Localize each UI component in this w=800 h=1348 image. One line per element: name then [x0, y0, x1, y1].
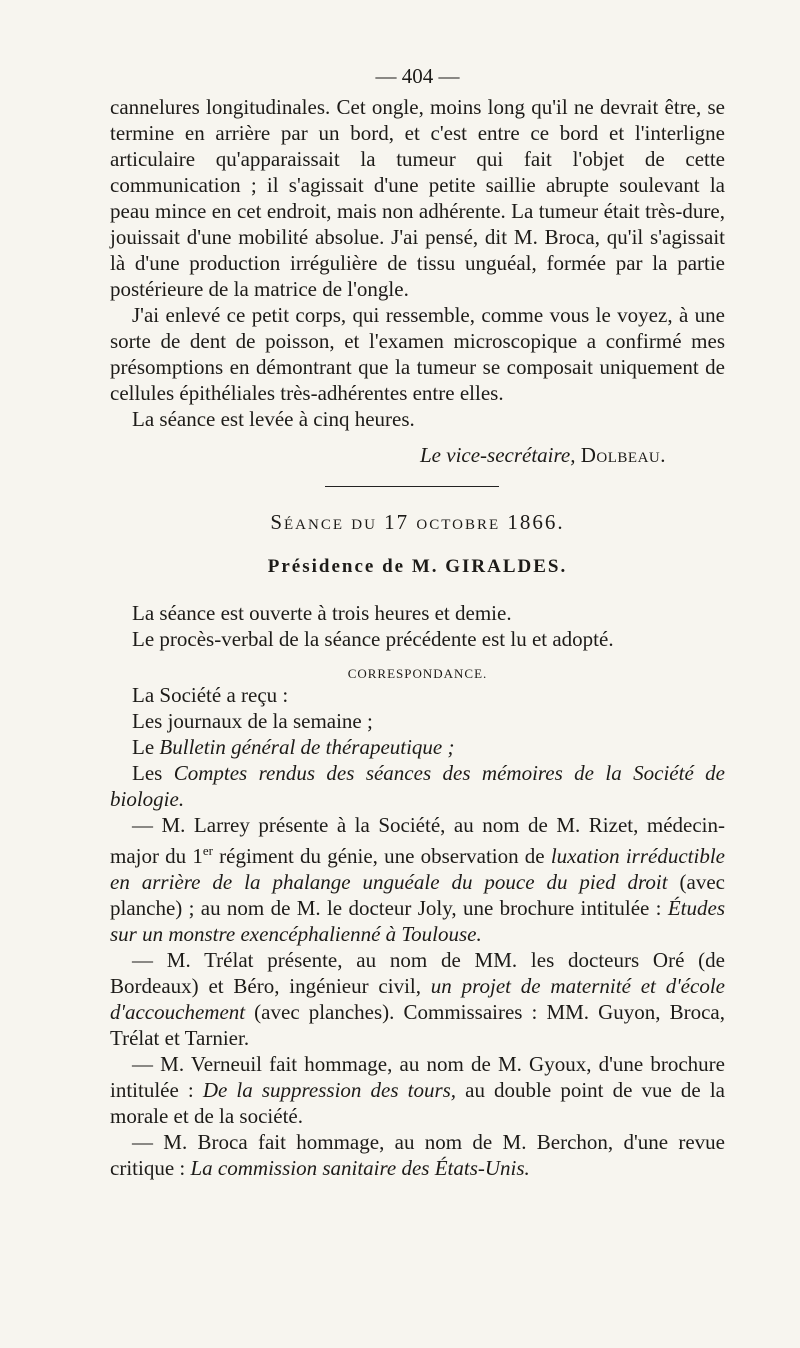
corr-item: Les Comptes rendus des séances des mémoires de la Société de biologie.: [110, 761, 725, 811]
corr-item: Le Bulletin général de thérapeutique ;: [132, 735, 455, 759]
signature-name: Dolbeau.: [580, 443, 666, 467]
paragraph-examen: J'ai enlevé ce petit corps, qui ressemble, comme vous le voyez, à une sorte de dent de poisson, et l'examen microscopique a confirmé mes présomptions en démontrant que la tumeur se composait uniquement de cellules épithéliales très-adhérentes entre elles.: [110, 303, 725, 405]
corr-intro: La Société a reçu :: [132, 683, 289, 707]
opening-line: La séance est ouverte à trois heures et demie.: [132, 601, 512, 625]
paragraph-levee: La séance est levée à cinq heures.: [132, 407, 415, 431]
presidence-heading: Présidence de M. GIRALDES.: [267, 556, 568, 577]
body-top: [110, 94, 725, 432]
minutes-line: Le procès-verbal de la séance précédente est lu et adopté.: [132, 627, 614, 651]
session-heading: Séance du 17 octobre 1866.: [270, 510, 565, 534]
corr-item: Les journaux de la semaine ;: [132, 709, 373, 733]
section-divider: [325, 486, 499, 487]
paragraph-trelat: — M. Trélat présente, au nom de MM. les docteurs Oré (de Bordeaux) et Béro, ingénieur civil, un projet de maternité et d'école d'accouchement (avec planches). Commissaires : MM. Guyon, Broca, Trélat et Tarnier.: [110, 948, 725, 1050]
signature-role: Le vice-secrétaire,: [420, 443, 576, 467]
correspondance-body: [110, 682, 725, 1181]
page-number: — 404 —: [375, 64, 460, 88]
correspondance-heading: CORRESPONDANCE.: [347, 666, 488, 681]
paragraph-verneuil: — M. Verneuil fait hommage, au nom de M. Gyoux, d'une brochure intitulée : De la suppression des tours, au double point de vue de la morale et de la société.: [110, 1052, 725, 1128]
signature: [420, 443, 666, 468]
paragraph-tumeur: cannelures longitudinales. Cet ongle, moins long qu'il ne devrait être, se termine en arrière par un bord, et c'est entre ce bord et l'interligne articulaire qu'apparaissait la tumeur qui fait l'objet de cette communication ; il s'agissait d'une petite saillie abrupte soulevant la peau mince en cet endroit, mais non adhérente. La tumeur était très-dure, jouissait d'une mobilité absolue. J'ai pensé, dit M. Broca, qu'il s'agissait là d'une production irrégulière de tissu unguéal, formée par la partie postérieure de la matrice de l'ongle.: [110, 95, 725, 301]
paragraph-broca: — M. Broca fait hommage, au nom de M. Berchon, d'une revue critique : La commission sanitaire des États-Unis.: [110, 1130, 725, 1180]
opening: [110, 600, 725, 652]
paragraph-larrey: — M. Larrey présente à la Société, au nom de M. Rizet, médecin-major du 1er régiment du génie, une observation de luxation irréductible en arrière de la phalange unguéale du pouce du pied droit (avec planche) ; au nom de M. le docteur Joly, une brochure intitulée : Études sur un monstre exencéphalienné à Toulouse.: [110, 813, 725, 946]
